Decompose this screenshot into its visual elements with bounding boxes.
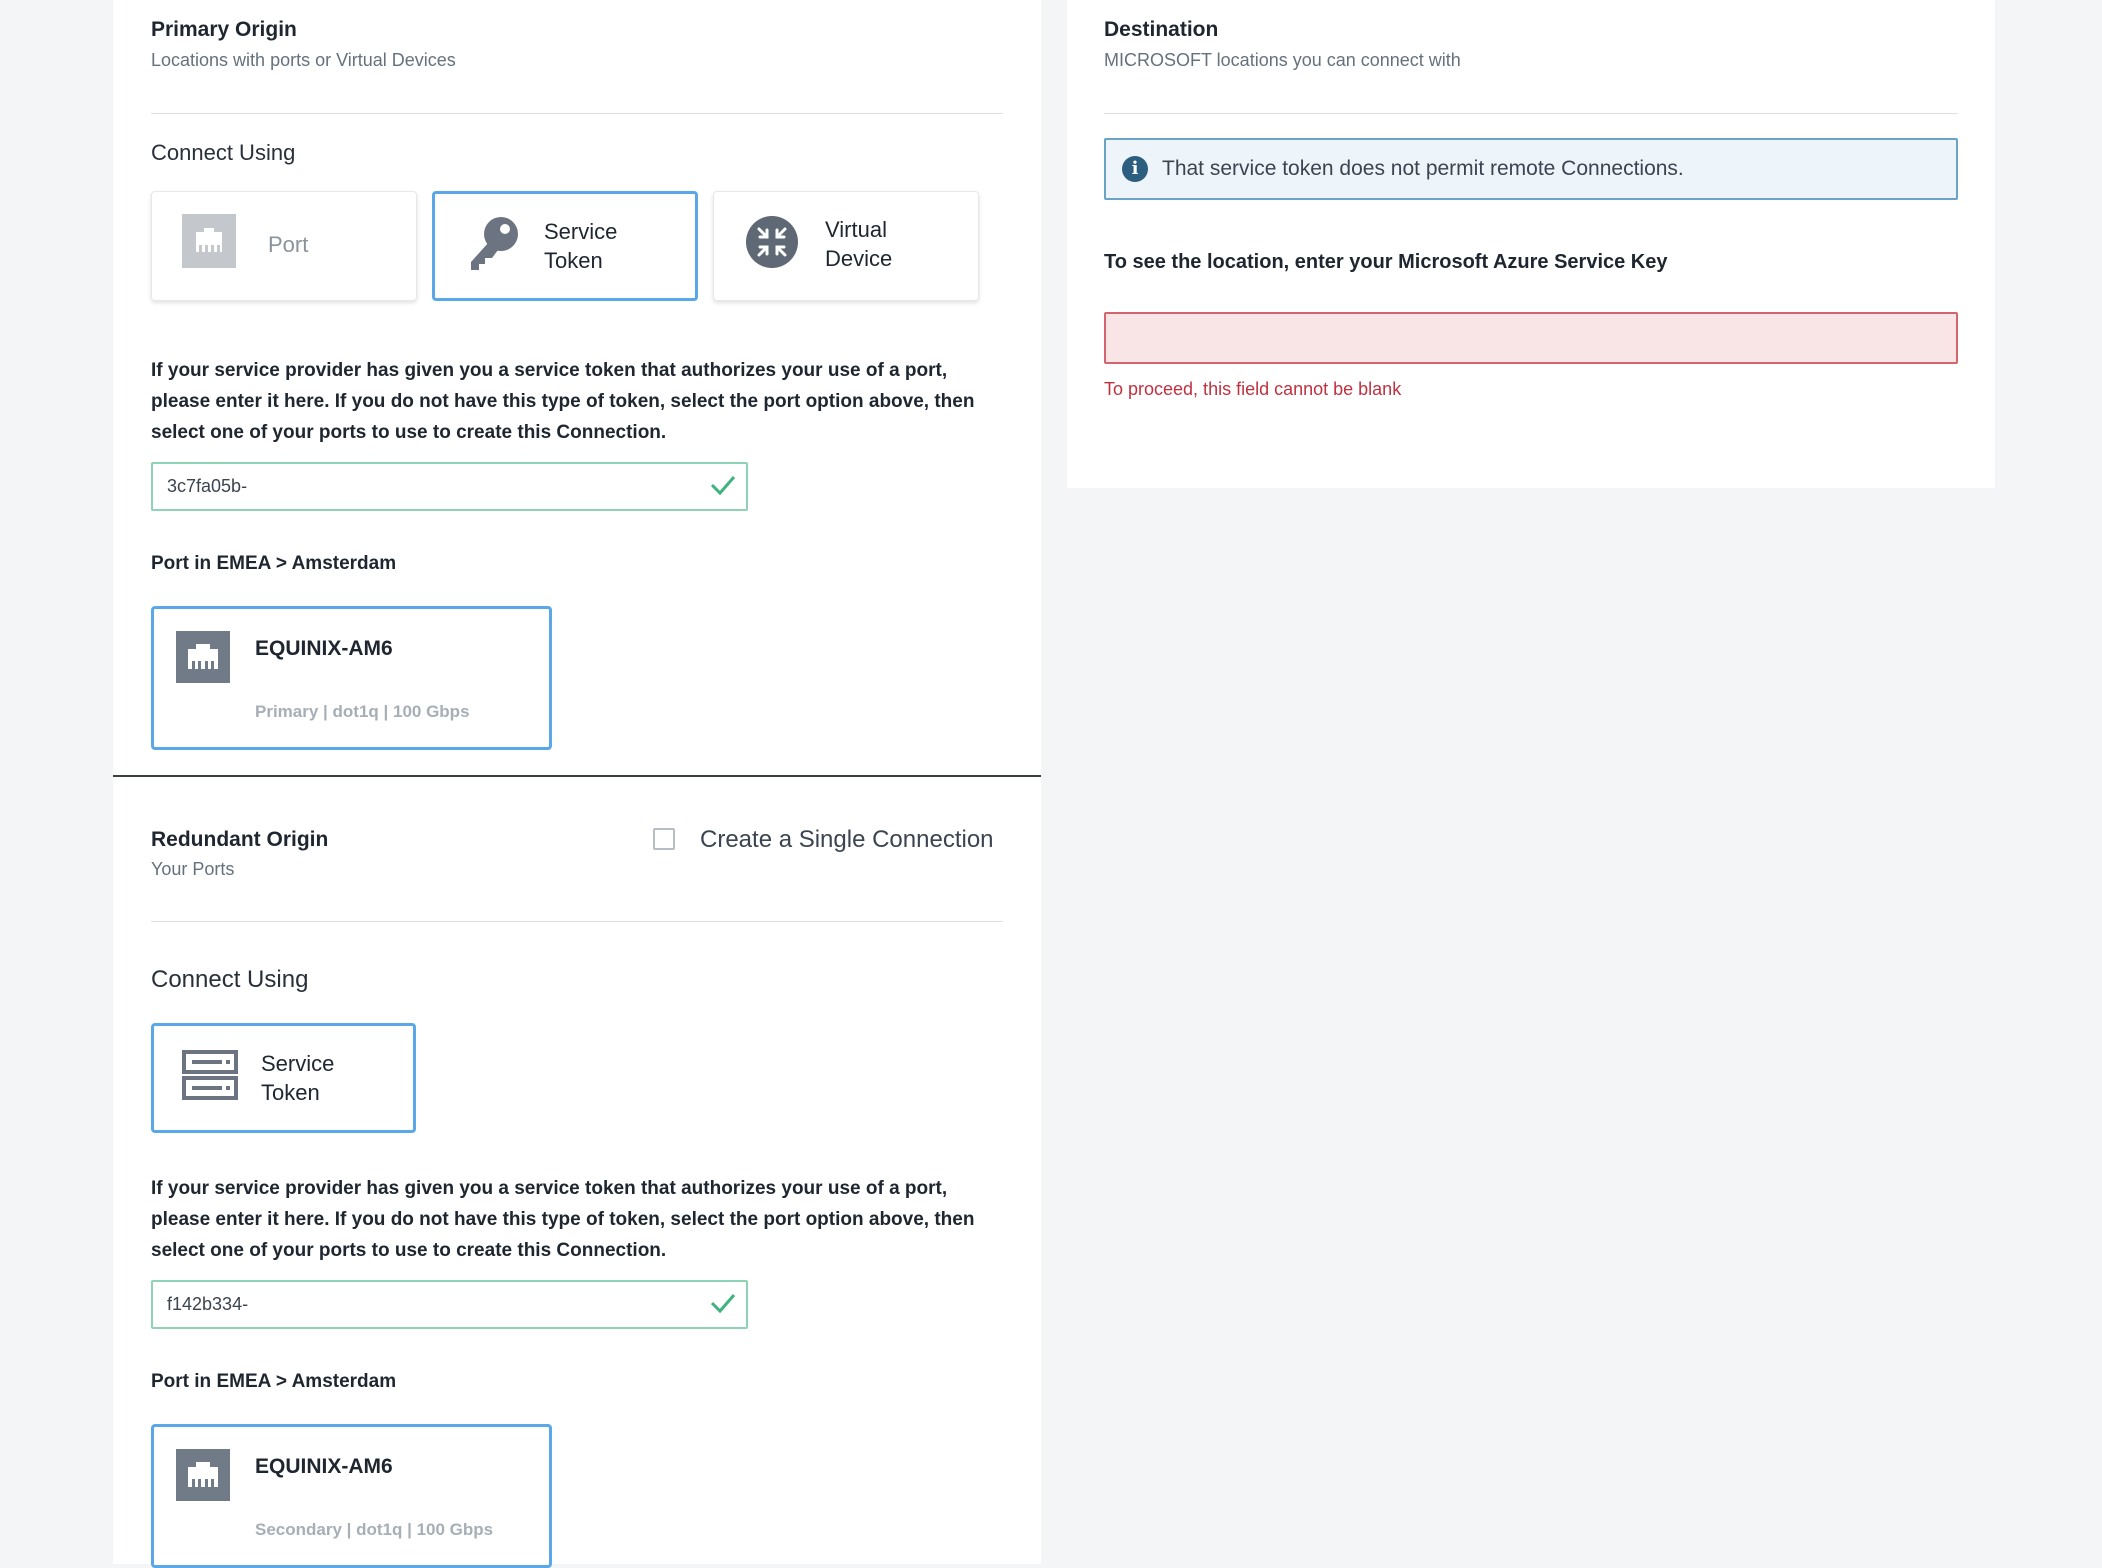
single-connection-label[interactable]: Create a Single Connection [700,826,994,853]
redundant-port-name: EQUINIX-AM6 [255,1455,393,1478]
option-service-token[interactable] [432,191,698,301]
server-icon [182,1050,238,1100]
redundant-connect-using-label: Connect Using [151,966,309,993]
destination-divider [1104,113,1958,114]
redundant-origin-title: Redundant Origin [151,828,329,851]
option-virtual-device-label-2: Device [825,246,893,271]
redundant-port-location: Port in EMEA > Amsterdam [151,1371,397,1392]
service-key-label: To see the location, enter your Microsoft Azure Service Key [1104,251,1668,273]
virtual-device-icon [745,215,799,269]
option-port[interactable] [151,191,417,301]
primary-port-location: Port in EMEA > Amsterdam [151,553,397,574]
destination-subtitle: MICROSOFT locations you can connect with [1104,50,1461,70]
info-banner-text: That service token does not permit remote Connections. [1162,157,1684,180]
option-virtual-device-label-1: Virtual [825,217,887,242]
single-connection-checkbox[interactable] [653,828,675,850]
key-icon [465,214,521,274]
redundant-help-text: If your service provider has given you a service token that authorizes your use of a port, please enter it here. If you do not have this type of token, select the port option above, then select one of your ports to use to create this Connection. [151,1178,975,1261]
redundant-service-token-label-2: Token [261,1080,320,1105]
redundant-token-value: f142b334- [167,1294,249,1314]
option-port-label: Port [268,232,309,257]
destination-panel [1067,0,1995,488]
option-service-token-label-1: Service [544,219,618,244]
port-icon [182,214,236,268]
redundant-port-card[interactable] [151,1424,552,1568]
primary-port-meta: Primary | dot1q | 100 Gbps [255,702,470,721]
primary-token-input[interactable] [151,462,748,511]
primary-origin-subtitle: Locations with ports or Virtual Devices [151,50,456,70]
primary-connect-using-label: Connect Using [151,140,296,165]
redundant-origin-subtitle: Your Ports [151,859,235,879]
port-icon [176,1449,230,1501]
origin-separator [113,775,1041,777]
port-icon [176,631,230,683]
primary-origin-title: Primary Origin [151,18,297,41]
checkmark-icon [710,1292,736,1314]
redundant-service-token-label-1: Service [261,1051,335,1076]
option-virtual-device[interactable] [713,191,979,301]
info-banner [1104,138,1958,200]
primary-token-value: 3c7fa05b- [167,476,248,496]
destination-title: Destination [1104,18,1219,41]
option-service-token-label-2: Token [544,248,603,273]
primary-port-card[interactable] [151,606,552,750]
primary-port-name: EQUINIX-AM6 [255,637,393,660]
checkmark-icon [710,474,736,496]
primary-divider [151,113,1003,114]
info-icon: i [1122,156,1148,182]
redundant-option-service-token[interactable] [151,1023,416,1133]
redundant-port-meta: Secondary | dot1q | 100 Gbps [255,1520,494,1539]
redundant-divider [151,921,1003,922]
service-key-input[interactable] [1104,312,1958,364]
primary-help-text: If your service provider has given you a service token that authorizes your use of a port, please enter it here. If you do not have this type of token, select the port option above, then select one of your ports to use to create this Connection. [151,360,975,443]
redundant-token-input[interactable] [151,1280,748,1329]
service-key-error: To proceed, this field cannot be blank [1104,379,1402,399]
